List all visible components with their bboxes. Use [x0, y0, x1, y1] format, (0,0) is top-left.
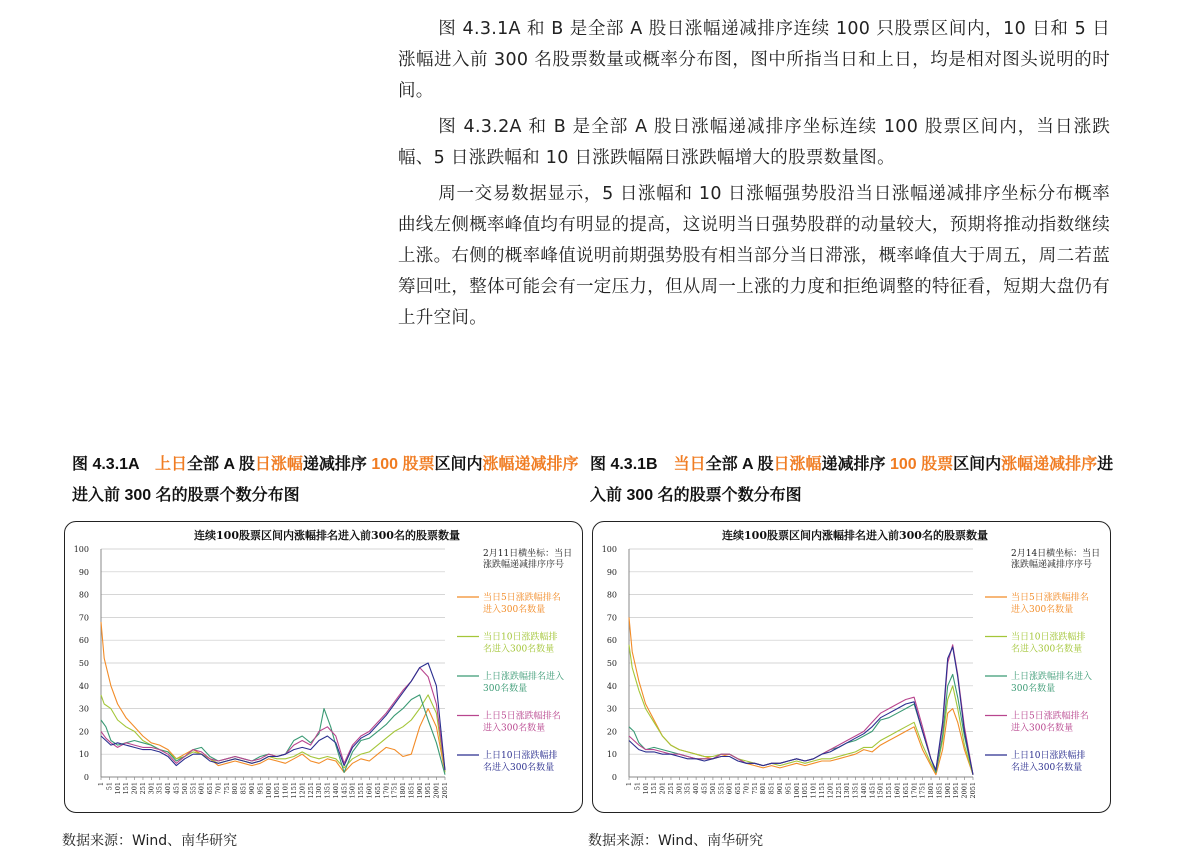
x-tick-label: 351 — [155, 782, 164, 795]
figure-caption-b — [590, 449, 1120, 511]
x-tick-label: 2001 — [432, 782, 441, 799]
x-tick-label: 1951 — [952, 782, 961, 799]
x-tick-label: 551 — [189, 782, 198, 795]
x-tick-label: 1901 — [415, 782, 424, 799]
caption-segment: 进入前 300 名的股票个数分布图 — [72, 487, 300, 504]
y-tick-label: 10 — [78, 750, 89, 760]
caption-segment: 涨幅递减排序 — [482, 456, 579, 473]
x-tick-label: 701 — [742, 782, 751, 795]
x-tick-label: 101 — [113, 782, 122, 795]
x-tick-label: 1801 — [927, 782, 936, 799]
legend-label: 上日5日涨跌幅排名进入300名数量 — [483, 711, 561, 734]
legend-label: 当日5日涨跌幅排名进入300名数量 — [483, 593, 561, 615]
caption-segment: 上日 — [155, 456, 188, 473]
x-tick-label: 1751 — [918, 782, 927, 799]
series-line-4 — [101, 668, 445, 771]
x-tick-label: 1051 — [801, 782, 810, 799]
x-tick-label: 1351 — [323, 782, 332, 799]
x-tick-label: 1301 — [843, 782, 852, 799]
y-tick-label: 80 — [78, 590, 89, 600]
x-tick-label: 101 — [641, 782, 650, 795]
caption-segment: 进入前 300 名的股票个数分布图 — [590, 456, 1114, 504]
chart-title: 连续100股票区间内涨幅排名进入前300名的股票数量 — [194, 529, 460, 542]
x-tick-label: 1101 — [281, 782, 290, 799]
y-tick-label: 60 — [78, 636, 89, 646]
x-tick-label: 51 — [105, 782, 114, 791]
x-tick-label: 201 — [658, 782, 667, 795]
x-tick-label: 1251 — [306, 782, 315, 799]
x-tick-label: 1851 — [935, 782, 944, 799]
x-tick-label: 301 — [147, 782, 156, 795]
x-tick-label: 651 — [734, 782, 743, 795]
series-line-4 — [629, 645, 973, 775]
series-line-2 — [629, 645, 973, 775]
x-tick-label: 1001 — [264, 782, 273, 799]
legend-title: 2月11日横坐标：当日涨跌幅递减排序序号 — [483, 549, 573, 570]
caption-segment: 图 4.3.1B — [590, 456, 674, 473]
x-tick-label: 1351 — [851, 782, 860, 799]
chart-panel-a — [64, 521, 583, 813]
y-tick-label: 40 — [78, 681, 89, 691]
x-tick-label: 1651 — [901, 782, 910, 799]
figure-caption-a — [72, 449, 580, 511]
y-tick-label: 100 — [601, 545, 617, 554]
caption-segment: 100 股票 — [889, 456, 954, 473]
x-tick-label: 401 — [164, 782, 173, 795]
series-line-5 — [629, 647, 973, 775]
x-tick-label: 501 — [708, 782, 717, 795]
legend-label: 上日10日涨跌幅排名进入300名数量 — [483, 751, 558, 773]
x-tick-label: 751 — [222, 782, 231, 795]
legend-label: 当日10日涨跌幅排名进入300名数量 — [483, 632, 558, 655]
caption-segment: 全部 A 股 — [705, 456, 774, 473]
x-tick-label: 1401 — [331, 782, 340, 799]
y-tick-label: 20 — [78, 727, 89, 737]
x-tick-label: 151 — [122, 782, 131, 795]
x-tick-label: 401 — [692, 782, 701, 795]
y-tick-label: 100 — [73, 545, 89, 554]
caption-segment: 100 股票 — [371, 456, 435, 473]
series-line-1 — [629, 617, 973, 774]
x-tick-label: 601 — [725, 782, 734, 795]
x-tick-label: 951 — [256, 782, 265, 795]
x-tick-label: 1151 — [289, 782, 298, 799]
chart-a — [65, 522, 582, 812]
x-tick-label: 1701 — [382, 782, 391, 799]
x-tick-label: 1451 — [868, 782, 877, 799]
caption-segment: 图 4.3.1A — [72, 456, 155, 473]
x-tick-label: 1051 — [273, 782, 282, 799]
x-tick-label: 951 — [784, 782, 793, 795]
y-tick-label: 30 — [606, 704, 617, 714]
source-note-b: 数据来源：Wind、南华研究 — [588, 833, 764, 849]
y-tick-label: 70 — [606, 613, 617, 623]
y-tick-label: 10 — [606, 750, 617, 760]
x-tick-label: 251 — [138, 782, 147, 795]
y-tick-label: 50 — [606, 659, 617, 668]
x-tick-label: 151 — [650, 782, 659, 795]
x-tick-label: 1851 — [407, 782, 416, 799]
x-tick-label: 1201 — [826, 782, 835, 799]
x-tick-label: 851 — [239, 782, 248, 795]
y-tick-label: 0 — [611, 773, 617, 782]
y-tick-label: 90 — [78, 567, 89, 577]
legend-title: 2月14日横坐标：当日涨跌幅递减排序序号 — [1011, 549, 1101, 570]
source-note-a: 数据来源：Wind、南华研究 — [62, 833, 238, 849]
legend-label: 上日涨跌幅排名进入 300名数量 — [483, 672, 565, 694]
x-tick-label: 51 — [633, 782, 642, 791]
x-tick-label: 1601 — [365, 782, 374, 799]
chart-b — [593, 522, 1110, 812]
series-line-2 — [101, 695, 445, 773]
y-tick-label: 60 — [606, 636, 617, 646]
legend-label: 当日10日涨跌幅排名进入300名数量 — [1011, 632, 1086, 655]
x-tick-label: 1701 — [910, 782, 919, 799]
x-tick-label: 801 — [231, 782, 240, 795]
x-tick-label: 351 — [683, 782, 692, 795]
caption-segment: 涨幅递减排序 — [1001, 456, 1098, 473]
y-tick-label: 20 — [606, 727, 617, 737]
x-tick-label: 1 — [97, 782, 105, 787]
series-line-3 — [101, 695, 445, 775]
x-tick-label: 551 — [717, 782, 726, 795]
chart-panel-b — [592, 521, 1111, 813]
x-tick-label: 1251 — [834, 782, 843, 799]
y-tick-label: 80 — [606, 590, 617, 600]
paragraph-2: 图 4.3.2A 和 B 是全部 A 股日涨幅递减排序坐标连续 100 股票区间内，当日涨跌幅、5 日涨跌幅和 10 日涨跌幅隔日涨跌幅增大的股票数量图。 — [398, 117, 1110, 168]
caption-segment: 日涨幅 — [773, 456, 822, 473]
chart-title: 连续100股票区间内涨幅排名进入前300名的股票数量 — [722, 529, 988, 542]
x-tick-label: 801 — [759, 782, 768, 795]
x-tick-label: 651 — [206, 782, 215, 795]
x-tick-label: 1551 — [357, 782, 366, 799]
x-tick-label: 301 — [675, 782, 684, 795]
paragraph-3: 周一交易数据显示，5 日涨幅和 10 日涨幅强势股沿当日涨幅递减排序坐标分布概率曲线左侧概率峰值均有明显的提高，这说明当日强势股群的动量较大，预期将推动指数继续上涨。右侧的概率峰值说明前期强势股有相当部分当日滞涨，概率峰值大于周五，周二若蓝筹回吐，整体可能会有一定压力，但从周一上涨的力度和拒绝调整的特征看，短期大盘仍有上升空间。 — [398, 184, 1110, 328]
y-tick-label: 90 — [606, 567, 617, 577]
caption-segment: 区间内 — [434, 456, 483, 473]
x-tick-label: 1001 — [792, 782, 801, 799]
caption-segment: 日涨幅 — [254, 456, 303, 473]
x-tick-label: 1551 — [885, 782, 894, 799]
caption-segment: 递减排序 — [302, 456, 372, 473]
x-tick-label: 1301 — [315, 782, 324, 799]
x-tick-label: 1751 — [390, 782, 399, 799]
caption-segment: 递减排序 — [821, 456, 890, 473]
x-tick-label: 751 — [750, 782, 759, 795]
x-tick-label: 451 — [172, 782, 181, 795]
x-tick-label: 1501 — [876, 782, 885, 799]
x-tick-label: 1451 — [340, 782, 349, 799]
x-tick-label: 251 — [666, 782, 675, 795]
x-tick-label: 451 — [700, 782, 709, 795]
legend-label: 上日10日涨跌幅排名进入300名数量 — [1011, 751, 1086, 773]
caption-segment: 全部 A 股 — [187, 456, 255, 473]
x-tick-label: 1101 — [809, 782, 818, 799]
x-tick-label: 2001 — [960, 782, 969, 799]
caption-segment: 区间内 — [953, 456, 1002, 473]
x-tick-label: 1601 — [893, 782, 902, 799]
paragraph-1: 图 4.3.1A 和 B 是全部 A 股日涨幅递减排序连续 100 只股票区间内，10 日和 5 日涨幅进入前 300 名股票数量或概率分布图，图中所指当日和上日，均是相对图头说明的时间。 — [398, 19, 1110, 101]
legend-label: 上日5日涨跌幅排名进入300名数量 — [1011, 711, 1089, 734]
body-text — [398, 14, 1110, 339]
x-tick-label: 2051 — [969, 782, 977, 799]
x-tick-label: 1801 — [399, 782, 408, 799]
x-tick-label: 1201 — [298, 782, 307, 799]
x-tick-label: 1951 — [424, 782, 433, 799]
x-tick-label: 601 — [197, 782, 206, 795]
y-tick-label: 40 — [606, 681, 617, 691]
legend-label: 上日涨跌幅排名进入 300名数量 — [1011, 672, 1093, 694]
x-tick-label: 901 — [248, 782, 257, 795]
x-tick-label: 901 — [776, 782, 785, 795]
legend-label: 当日5日涨跌幅排名进入300名数量 — [1011, 593, 1089, 615]
x-tick-label: 201 — [130, 782, 139, 795]
caption-segment: 当日 — [673, 456, 706, 473]
x-tick-label: 1 — [625, 782, 633, 787]
y-tick-label: 30 — [78, 704, 89, 714]
x-tick-label: 1651 — [373, 782, 382, 799]
x-tick-label: 2051 — [441, 782, 449, 799]
x-tick-label: 1501 — [348, 782, 357, 799]
x-tick-label: 701 — [214, 782, 223, 795]
x-tick-label: 501 — [180, 782, 189, 795]
y-tick-label: 0 — [83, 773, 89, 782]
x-tick-label: 1901 — [943, 782, 952, 799]
x-tick-label: 851 — [767, 782, 776, 795]
x-tick-label: 1401 — [859, 782, 868, 799]
y-tick-label: 50 — [78, 659, 89, 668]
y-tick-label: 70 — [78, 613, 89, 623]
x-tick-label: 1151 — [817, 782, 826, 799]
